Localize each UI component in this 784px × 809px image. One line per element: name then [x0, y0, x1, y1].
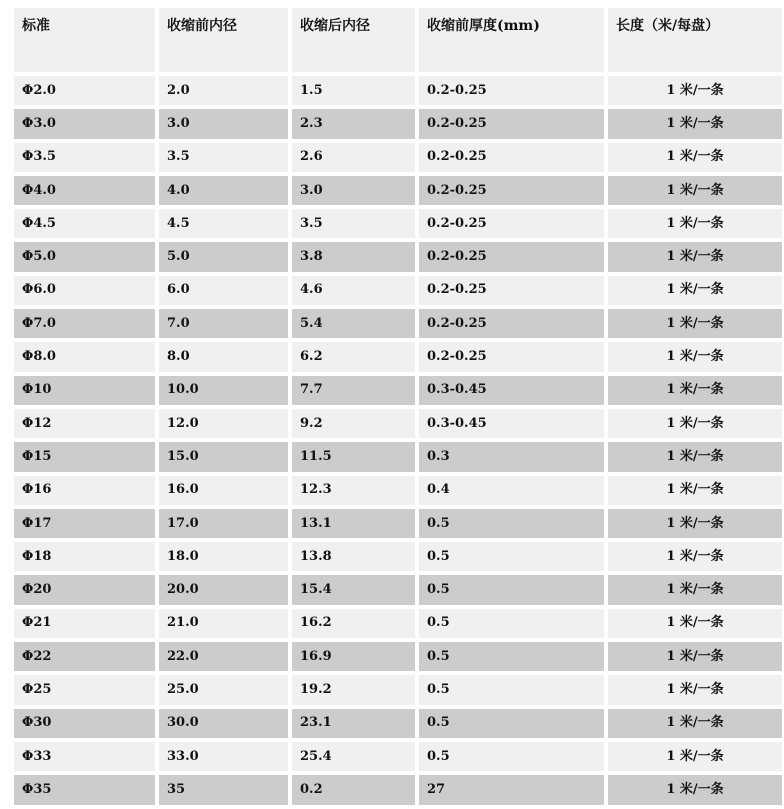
table-row	[14, 242, 782, 271]
cell-length: 1 米/一条	[608, 542, 782, 571]
cell-inner-diameter-after: 13.1	[292, 509, 415, 538]
cell-thickness-before: 0.2-0.25	[419, 109, 604, 138]
cell-inner-diameter-before: 2.0	[159, 76, 288, 105]
cell-inner-diameter-before: 12.0	[159, 409, 288, 438]
cell-inner-diameter-after: 3.0	[292, 176, 415, 205]
header-standard: 标准	[14, 8, 155, 72]
cell-length: 1 米/一条	[608, 143, 782, 172]
cell-standard: Φ12	[14, 409, 155, 438]
cell-length: 1 米/一条	[608, 309, 782, 338]
cell-inner-diameter-before: 20.0	[159, 575, 288, 604]
cell-inner-diameter-after: 16.2	[292, 609, 415, 638]
cell-standard: Φ4.0	[14, 176, 155, 205]
cell-standard: Φ4.5	[14, 209, 155, 238]
cell-inner-diameter-before: 5.0	[159, 242, 288, 271]
cell-length: 1 米/一条	[608, 509, 782, 538]
cell-inner-diameter-after: 2.6	[292, 143, 415, 172]
cell-length: 1 米/一条	[608, 609, 782, 638]
cell-inner-diameter-before: 16.0	[159, 476, 288, 505]
cell-thickness-before: 0.2-0.25	[419, 342, 604, 371]
cell-thickness-before: 0.2-0.25	[419, 176, 604, 205]
cell-inner-diameter-before: 33.0	[159, 742, 288, 771]
cell-inner-diameter-before: 21.0	[159, 609, 288, 638]
cell-standard: Φ35	[14, 775, 155, 804]
cell-inner-diameter-after: 12.3	[292, 476, 415, 505]
cell-length: 1 米/一条	[608, 675, 782, 704]
table-row	[14, 575, 782, 604]
cell-length: 1 米/一条	[608, 575, 782, 604]
cell-standard: Φ25	[14, 675, 155, 704]
header-inner-diameter-after: 收缩后内径	[292, 8, 415, 72]
table-row	[14, 709, 782, 738]
cell-length: 1 米/一条	[608, 109, 782, 138]
table-row	[14, 642, 782, 671]
cell-inner-diameter-after: 0.2	[292, 775, 415, 804]
cell-standard: Φ15	[14, 442, 155, 471]
cell-length: 1 米/一条	[608, 276, 782, 305]
cell-inner-diameter-after: 3.5	[292, 209, 415, 238]
cell-standard: Φ2.0	[14, 76, 155, 105]
cell-length: 1 米/一条	[608, 709, 782, 738]
table-row	[14, 442, 782, 471]
cell-length: 1 米/一条	[608, 376, 782, 405]
cell-inner-diameter-after: 3.8	[292, 242, 415, 271]
table-row	[14, 542, 782, 571]
cell-inner-diameter-before: 17.0	[159, 509, 288, 538]
table-row	[14, 376, 782, 405]
header-row	[14, 8, 782, 72]
cell-inner-diameter-after: 25.4	[292, 742, 415, 771]
cell-length: 1 米/一条	[608, 775, 782, 804]
cell-inner-diameter-before: 35	[159, 775, 288, 804]
cell-length: 1 米/一条	[608, 642, 782, 671]
cell-standard: Φ16	[14, 476, 155, 505]
cell-inner-diameter-after: 1.5	[292, 76, 415, 105]
cell-standard: Φ6.0	[14, 276, 155, 305]
cell-inner-diameter-before: 30.0	[159, 709, 288, 738]
table-row	[14, 209, 782, 238]
cell-standard: Φ21	[14, 609, 155, 638]
cell-thickness-before: 0.5	[419, 575, 604, 604]
cell-inner-diameter-before: 22.0	[159, 642, 288, 671]
cell-standard: Φ20	[14, 575, 155, 604]
cell-length: 1 米/一条	[608, 476, 782, 505]
cell-inner-diameter-after: 11.5	[292, 442, 415, 471]
cell-inner-diameter-after: 16.9	[292, 642, 415, 671]
cell-inner-diameter-before: 10.0	[159, 376, 288, 405]
cell-inner-diameter-after: 19.2	[292, 675, 415, 704]
cell-standard: Φ10	[14, 376, 155, 405]
table-row	[14, 143, 782, 172]
header-inner-diameter-before: 收缩前内径	[159, 8, 288, 72]
cell-inner-diameter-before: 6.0	[159, 276, 288, 305]
cell-inner-diameter-after: 9.2	[292, 409, 415, 438]
header-length: 长度（米/每盘）	[608, 8, 782, 72]
cell-length: 1 米/一条	[608, 76, 782, 105]
header-thickness-before: 收缩前厚度(mm)	[419, 8, 604, 72]
table-row	[14, 742, 782, 771]
cell-inner-diameter-before: 3.0	[159, 109, 288, 138]
cell-thickness-before: 0.5	[419, 709, 604, 738]
cell-standard: Φ5.0	[14, 242, 155, 271]
table-row	[14, 176, 782, 205]
cell-thickness-before: 0.3	[419, 442, 604, 471]
cell-inner-diameter-before: 3.5	[159, 143, 288, 172]
cell-standard: Φ3.0	[14, 109, 155, 138]
table-row	[14, 342, 782, 371]
cell-length: 1 米/一条	[608, 176, 782, 205]
table-row	[14, 76, 782, 105]
cell-inner-diameter-before: 8.0	[159, 342, 288, 371]
cell-thickness-before: 0.3-0.45	[419, 409, 604, 438]
table-row	[14, 276, 782, 305]
cell-thickness-before: 0.2-0.25	[419, 209, 604, 238]
cell-thickness-before: 0.4	[419, 476, 604, 505]
cell-thickness-before: 0.5	[419, 609, 604, 638]
cell-thickness-before: 0.5	[419, 742, 604, 771]
cell-thickness-before: 27	[419, 775, 604, 804]
cell-thickness-before: 0.5	[419, 642, 604, 671]
cell-inner-diameter-before: 15.0	[159, 442, 288, 471]
cell-length: 1 米/一条	[608, 442, 782, 471]
cell-length: 1 米/一条	[608, 409, 782, 438]
table-row	[14, 675, 782, 704]
cell-standard: Φ7.0	[14, 309, 155, 338]
cell-thickness-before: 0.5	[419, 509, 604, 538]
cell-length: 1 米/一条	[608, 242, 782, 271]
cell-inner-diameter-after: 5.4	[292, 309, 415, 338]
cell-thickness-before: 0.5	[419, 542, 604, 571]
cell-standard: Φ3.5	[14, 143, 155, 172]
cell-standard: Φ33	[14, 742, 155, 771]
cell-inner-diameter-after: 6.2	[292, 342, 415, 371]
cell-length: 1 米/一条	[608, 209, 782, 238]
cell-inner-diameter-after: 23.1	[292, 709, 415, 738]
cell-thickness-before: 0.5	[419, 675, 604, 704]
cell-thickness-before: 0.2-0.25	[419, 276, 604, 305]
table-row	[14, 509, 782, 538]
cell-inner-diameter-before: 7.0	[159, 309, 288, 338]
table-row	[14, 775, 782, 804]
cell-standard: Φ22	[14, 642, 155, 671]
cell-inner-diameter-after: 4.6	[292, 276, 415, 305]
cell-inner-diameter-before: 4.0	[159, 176, 288, 205]
cell-standard: Φ30	[14, 709, 155, 738]
cell-length: 1 米/一条	[608, 342, 782, 371]
spec-table	[10, 4, 784, 809]
cell-inner-diameter-before: 4.5	[159, 209, 288, 238]
cell-inner-diameter-after: 15.4	[292, 575, 415, 604]
table-row	[14, 109, 782, 138]
cell-inner-diameter-before: 25.0	[159, 675, 288, 704]
table-row	[14, 609, 782, 638]
cell-standard: Φ17	[14, 509, 155, 538]
table-row	[14, 409, 782, 438]
table-row	[14, 309, 782, 338]
cell-inner-diameter-after: 13.8	[292, 542, 415, 571]
cell-standard: Φ18	[14, 542, 155, 571]
cell-thickness-before: 0.2-0.25	[419, 76, 604, 105]
table-row	[14, 476, 782, 505]
cell-thickness-before: 0.2-0.25	[419, 309, 604, 338]
cell-inner-diameter-after: 2.3	[292, 109, 415, 138]
cell-inner-diameter-before: 18.0	[159, 542, 288, 571]
cell-length: 1 米/一条	[608, 742, 782, 771]
cell-thickness-before: 0.2-0.25	[419, 242, 604, 271]
cell-thickness-before: 0.2-0.25	[419, 143, 604, 172]
cell-inner-diameter-after: 7.7	[292, 376, 415, 405]
cell-standard: Φ8.0	[14, 342, 155, 371]
cell-thickness-before: 0.3-0.45	[419, 376, 604, 405]
